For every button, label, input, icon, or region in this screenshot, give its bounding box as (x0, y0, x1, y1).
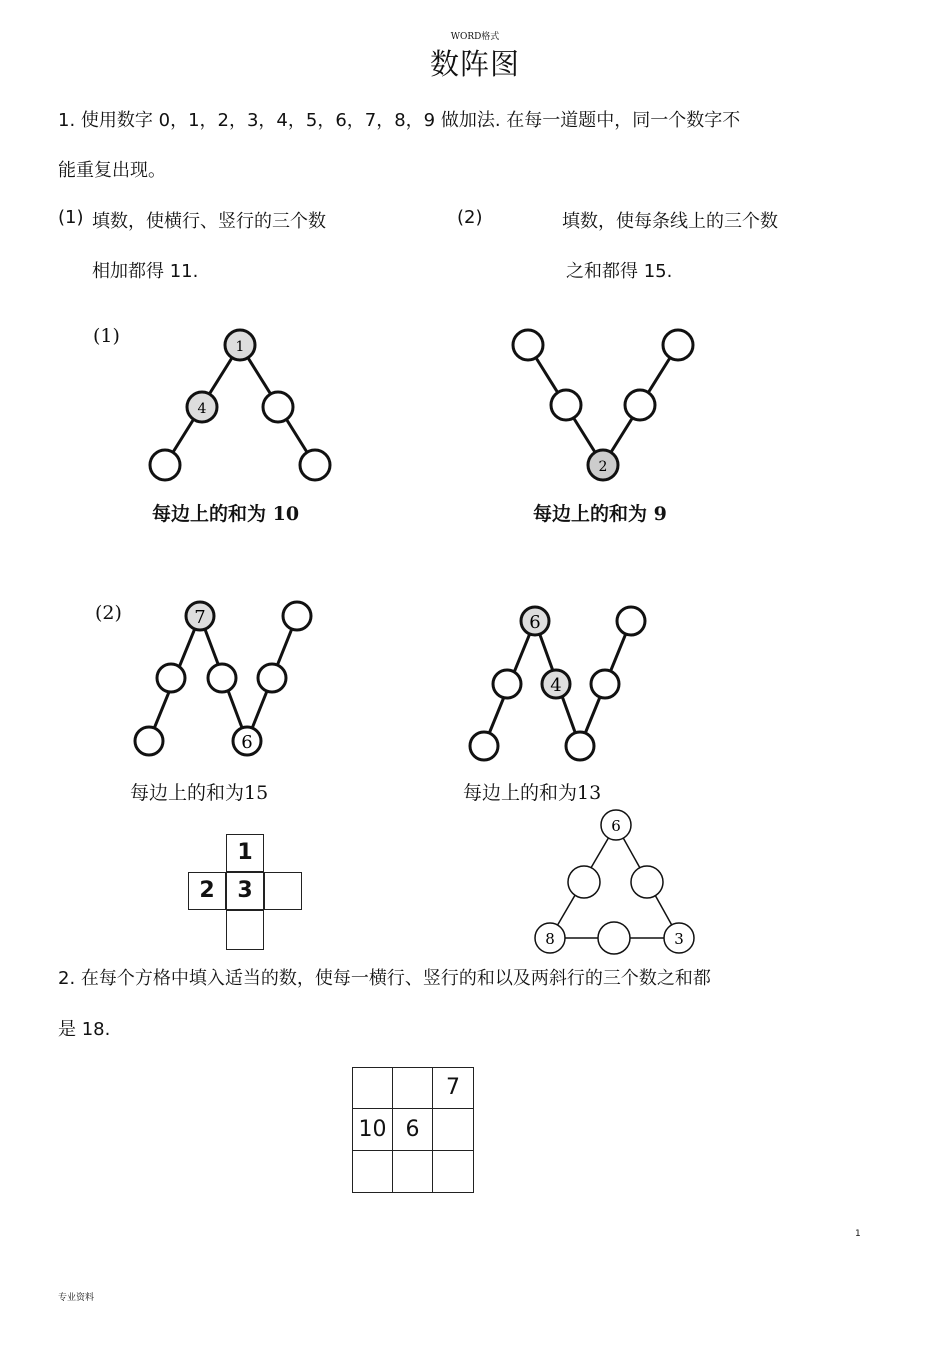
question-2-line-2: 是 18. (58, 1019, 111, 1040)
grid-cell-r3c3 (432, 1150, 474, 1193)
figure-d-circle-4 (493, 670, 521, 698)
triangle-value-top: 6 (611, 817, 621, 835)
figure-a-circle-bottom-right (300, 450, 330, 480)
sub-question-1-text-1: 填数，使横行、竖行的三个数 (92, 211, 326, 232)
cross-grid (188, 834, 302, 950)
magic-square-grid (352, 1067, 474, 1193)
grid-cell-r2c2 (392, 1108, 433, 1151)
header-note: WORD格式 (450, 32, 500, 42)
figure-c-circle-4 (208, 664, 236, 692)
figure-c-caption: 每边上的和为15 (130, 782, 269, 804)
figure-a-diagram (130, 320, 350, 495)
triangle-diagram (530, 805, 700, 957)
page-number: 1 (855, 1229, 861, 1239)
figure-d-caption: 每边上的和为13 (463, 782, 602, 804)
grid-cell-r3c2 (392, 1150, 433, 1193)
triangle-value-bottom-left: 8 (545, 930, 555, 948)
sub-question-1-text-2: 相加都得 11. (92, 261, 199, 282)
figure-b-circle-right-mid (625, 390, 655, 420)
grid-value-r2c2: 6 (405, 1117, 420, 1142)
figure-d-circle-5 (591, 670, 619, 698)
triangle-value-bottom-right: 3 (674, 930, 684, 948)
cross-cell-top (226, 834, 264, 872)
question-2-line-1: 2. 在每个方格中填入适当的数，使每一横行、竖行的和以及两斜行的三个数之和都 (58, 968, 711, 989)
part-2-label: (2) (95, 602, 122, 624)
part-1-label: (1) (93, 325, 120, 347)
grid-cell-r1c1 (352, 1067, 393, 1109)
question-1-line-2: 能重复出现。 (58, 160, 166, 181)
figure-c-value-7: 6 (241, 732, 253, 753)
grid-cell-r1c3 (432, 1067, 474, 1109)
page-title: 数阵图 (429, 47, 520, 81)
cross-cell-right (264, 872, 302, 910)
grid-value-r1c3: 7 (446, 1075, 460, 1100)
cross-value-top: 1 (237, 840, 253, 865)
figure-d-value-1: 6 (529, 612, 541, 633)
cross-cell-left (188, 872, 226, 910)
figure-a-value-left-mid: 4 (197, 401, 207, 417)
figure-a-circle-bottom-left (150, 450, 180, 480)
sub-question-1-number: (1) (58, 207, 84, 228)
triangle-circle-left-mid (568, 866, 600, 898)
cross-value-left: 2 (199, 878, 215, 903)
figure-c-circle-3 (157, 664, 185, 692)
figure-a-circle-right-mid (263, 392, 293, 422)
figure-c-circle-6 (135, 727, 163, 755)
figure-d-circle-7 (566, 732, 594, 760)
cross-cell-center (226, 872, 264, 910)
figure-d-diagram (460, 600, 660, 765)
sub-question-2-number: (2) (457, 207, 483, 228)
figure-a-caption: 每边上的和为 10 (152, 503, 300, 525)
question-1-line-1: 1. 使用数字 0，1，2，3，4，5，6，7，8，9 做加法. 在每一道题中，同一个数字不 (58, 110, 741, 131)
figure-b-circle-left-mid (551, 390, 581, 420)
grid-cell-r1c2 (392, 1067, 433, 1109)
figure-c-circle-2 (283, 602, 311, 630)
grid-cell-r2c1 (352, 1108, 393, 1151)
triangle-circle-bottom-mid (598, 922, 630, 954)
figure-c-diagram (125, 595, 325, 760)
grid-value-r2c1: 10 (358, 1117, 387, 1142)
figure-a-value-top: 1 (235, 339, 245, 355)
sub-question-2-text-2: 之和都得 15. (566, 261, 673, 282)
sub-question-2-text-1: 填数，使每条线上的三个数 (562, 211, 778, 232)
figure-c-circle-5 (258, 664, 286, 692)
figure-b-value-bottom: 2 (598, 459, 608, 475)
grid-cell-r3c1 (352, 1150, 393, 1193)
grid-cell-r2c3 (432, 1108, 474, 1151)
figure-d-value-3: 4 (550, 675, 562, 696)
cross-cell-bottom (226, 910, 264, 950)
cross-value-center: 3 (237, 878, 253, 903)
figure-b-diagram (500, 320, 710, 490)
figure-b-caption: 每边上的和为 9 (533, 503, 667, 525)
figure-d-circle-2 (617, 607, 645, 635)
triangle-circle-right-mid (631, 866, 663, 898)
figure-b-circle-top-left (513, 330, 543, 360)
figure-b-circle-top-right (663, 330, 693, 360)
figure-d-circle-6 (470, 732, 498, 760)
figure-c-value-1: 7 (194, 607, 206, 628)
footer-note: 专业资料 (58, 1293, 95, 1303)
